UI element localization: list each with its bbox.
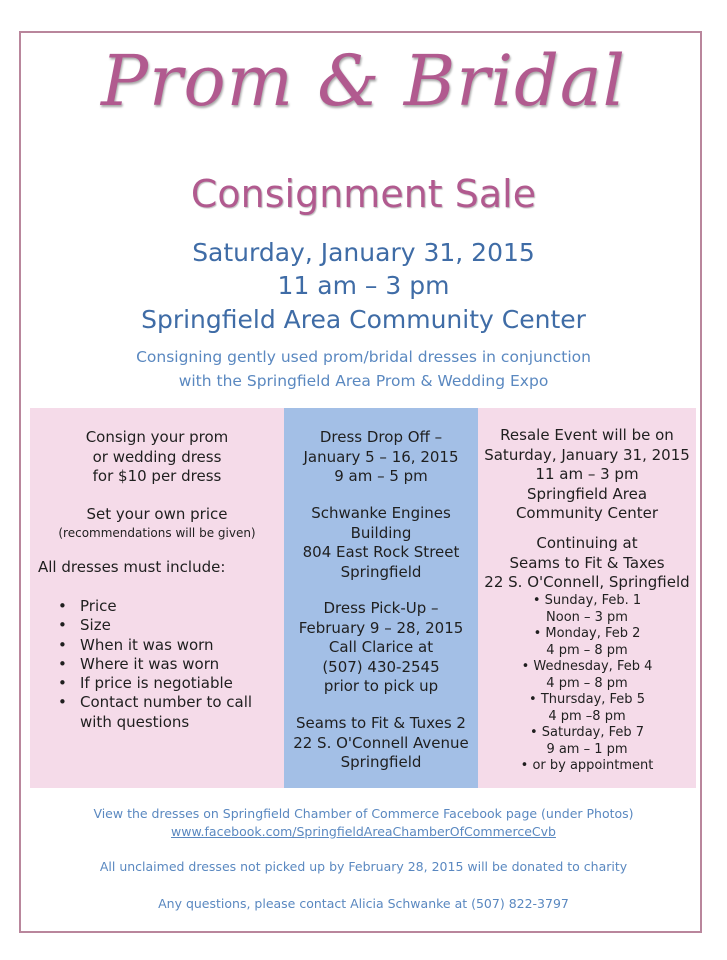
resale-line: Resale Event will be on — [500, 426, 674, 444]
facebook-text: View the dresses on Springfield Chamber of Commerce Facebook page (under Photos) — [93, 806, 634, 821]
title: Prom & Bridal — [100, 40, 627, 122]
intro-line-1: Consigning gently used prom/bridal dresses in conjunction — [136, 348, 591, 366]
intro-line-2: with the Springfield Area Prom & Wedding Expo — [178, 372, 549, 390]
list-item-continued: with questions — [80, 712, 190, 731]
building-line: 804 East Rock Street — [302, 543, 460, 561]
building-line: Springfield — [340, 562, 422, 581]
bullet-icon: • — [58, 597, 67, 615]
pickup-line: February 9 – 28, 2015 — [298, 618, 464, 637]
list-item: • Contact number to call — [58, 693, 253, 712]
consign-line: Consign your prom — [85, 428, 229, 446]
seams-line: Springfield — [340, 753, 422, 771]
schedule-day: • Wednesday, Feb 4 — [521, 659, 653, 674]
dropoff-line: January 5 – 16, 2015 — [303, 447, 459, 466]
price-note: (recommendations will be given) — [58, 526, 256, 540]
pickup-line: prior to pick up — [323, 677, 439, 695]
schedule-day: • Thursday, Feb 5 — [529, 692, 645, 707]
dropoff-column — [284, 408, 478, 788]
seams-info — [284, 714, 478, 773]
event-time: 11 am – 3 pm — [277, 271, 450, 300]
building-info — [284, 504, 478, 582]
schedule-day: • Monday, Feb 2 — [533, 626, 641, 641]
pickup-info — [284, 599, 478, 697]
consign-column — [30, 408, 284, 788]
resale-line: Springfield Area — [526, 484, 648, 503]
seams-line: Seams to Fit & Tuxes 2 — [296, 714, 466, 732]
list-item: • If price is negotiable — [58, 674, 233, 693]
bullet-icon: • — [58, 654, 67, 673]
list-item: • When it was worn — [58, 635, 214, 654]
schedule-hours: Noon – 3 pm — [546, 609, 628, 625]
seams-line: 22 S. O'Connell Avenue — [293, 733, 469, 752]
schedule-day: • Sunday, Feb. 1 — [532, 593, 642, 608]
schedule-hours: 9 am – 1 pm — [546, 741, 628, 757]
bullet-icon: • — [58, 674, 67, 693]
pickup-line: (507) 430-2545 — [322, 657, 440, 676]
building-line: Schwanke Engines — [311, 504, 451, 522]
continuing-line: Seams to Fit & Taxes — [509, 553, 665, 572]
schedule-hours: 4 pm – 8 pm — [546, 642, 628, 658]
continuing-info — [478, 534, 696, 593]
resale-line: Community Center — [515, 504, 659, 522]
continuing-line: 22 S. O'Connell, Springfield — [484, 573, 690, 591]
facebook-link[interactable]: www.facebook.com/SpringfieldAreaChamberOfCommerceCvb — [171, 824, 556, 839]
continuing-line: Continuing at — [536, 534, 638, 552]
list-item: • Where it was worn — [58, 654, 220, 673]
requirements-list — [58, 597, 252, 732]
schedule-hours: 4 pm – 8 pm — [546, 675, 628, 691]
unclaimed-notice: All unclaimed dresses not picked up by February 28, 2015 will be donated to charity — [99, 859, 628, 874]
list-item: • Price — [58, 597, 117, 615]
consign-info — [30, 428, 284, 487]
schedule-day: • Saturday, Feb 7 — [529, 725, 645, 740]
dropoff-line: 9 am – 5 pm — [334, 467, 428, 485]
resale-line: Saturday, January 31, 2015 — [484, 445, 690, 464]
dropoff-line: Dress Drop Off – — [319, 428, 443, 446]
resale-info — [478, 426, 696, 524]
pickup-line: Dress Pick-Up – — [323, 599, 439, 617]
consign-line: for $10 per dress — [92, 467, 222, 485]
bullet-icon: • — [58, 635, 67, 654]
include-heading: All dresses must include: — [38, 558, 226, 576]
resale-line: 11 am – 3 pm — [535, 465, 639, 483]
list-item: • Size — [58, 616, 111, 635]
event-location: Springfield Area Community Center — [141, 305, 586, 334]
pickup-line: Call Clarice at — [328, 638, 434, 656]
schedule-appointment: • or by appointment — [520, 758, 654, 773]
contact-info: Any questions, please contact Alicia Schwanke at (507) 822-3797 — [158, 896, 569, 911]
bullet-icon: • — [58, 693, 67, 712]
dropoff-info — [284, 428, 478, 487]
event-date: Saturday, January 31, 2015 — [192, 238, 535, 267]
price-heading: Set your own price — [86, 505, 228, 523]
bullet-icon: • — [58, 616, 67, 635]
subtitle: Consignment Sale — [190, 172, 537, 216]
schedule-hours: 4 pm –8 pm — [548, 708, 626, 724]
resale-column — [478, 408, 696, 788]
schedule-list — [478, 593, 696, 775]
consign-line: or wedding dress — [92, 447, 222, 466]
building-line: Building — [350, 523, 412, 542]
